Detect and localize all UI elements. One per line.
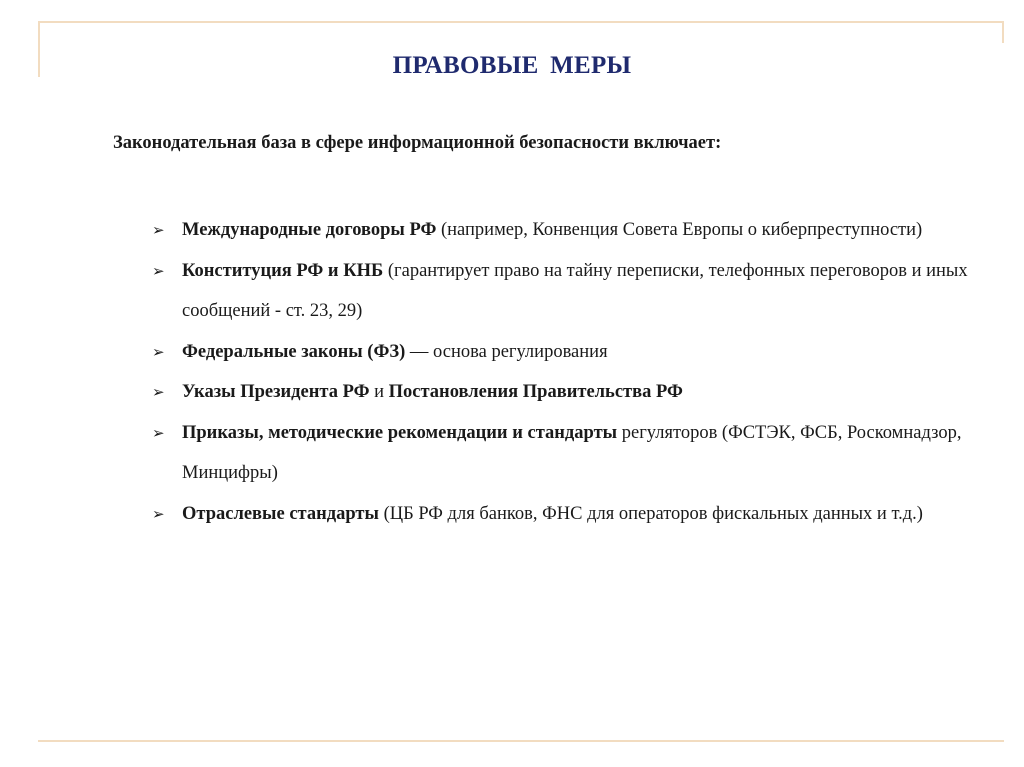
list-item (152, 332, 972, 373)
arrowhead-bullet-icon: ➢ (152, 383, 165, 401)
list-item-text: и (369, 382, 389, 402)
list-item-bold: Отраслевые стандарты (182, 503, 379, 524)
list-item (152, 413, 972, 494)
list-item-bold: Указы Президента РФ (182, 382, 370, 402)
arrowhead-bullet-icon: ➢ (152, 221, 165, 239)
legal-measures-list (152, 210, 972, 534)
arrowhead-bullet-icon: ➢ (152, 423, 165, 442)
arrowhead-bullet-icon: ➢ (152, 342, 165, 361)
arrowhead-bullet-icon: ➢ (152, 504, 165, 523)
slide-intro: Законодательная база в сфере информационной безопасности включает: (113, 133, 722, 153)
list-item-text: — основа регулирования (405, 341, 608, 362)
list-item (152, 372, 972, 413)
frame-top-line (38, 21, 1004, 23)
list-item-bold: Конституция РФ и КНБ (182, 260, 384, 281)
list-item (152, 210, 972, 251)
list-item-bold: Федеральные законы (ФЗ) (182, 341, 406, 362)
list-item (152, 494, 972, 535)
list-item-text: (например, Конвенция Совета Европы о киберпреступности) (436, 220, 923, 240)
list-item (152, 251, 972, 332)
list-item-bold: Приказы, методические рекомендации и стандарты (182, 422, 618, 443)
slide-title: ПРАВОВЫЕ МЕРЫ (392, 52, 632, 79)
list-item-text: (гарантирует право на тайну переписки, телефонных переговоров и иных сообщений - ст. 23, 29) (182, 260, 968, 321)
list-item-bold: Международные договоры РФ (182, 220, 437, 240)
arrowhead-bullet-icon: ➢ (152, 261, 165, 280)
frame-bottom-line (38, 740, 1004, 742)
list-item-bold-2: Постановления Правительства РФ (388, 382, 683, 402)
frame-right-line (1002, 21, 1004, 43)
list-item-text: регуляторов (ФСТЭК, ФСБ, Роскомнадзор, Минцифры) (182, 422, 962, 483)
list-item-text: (ЦБ РФ для банков, ФНС для операторов фискальных данных и т.д.) (378, 503, 923, 524)
